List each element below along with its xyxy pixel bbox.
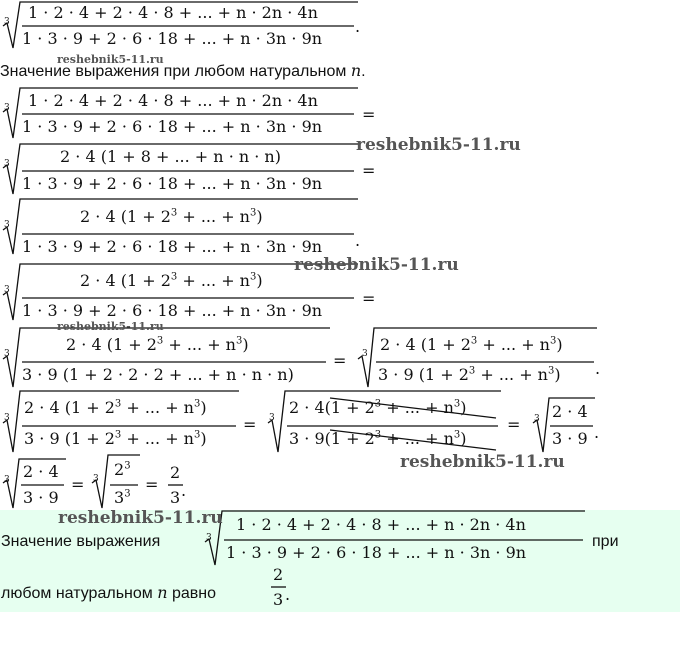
step6-a-den-a: 3 · 9 (1 + 2 — [24, 429, 115, 448]
step6-a-numerator — [24, 399, 207, 417]
answer-line2-mid: равно — [171, 585, 217, 602]
step7-a-denominator: 3 · 9 — [23, 488, 59, 507]
problem-denominator: 1 · 3 · 9 + 2 · 6 · 18 + ... + n · 3n · 9n — [22, 29, 323, 48]
answer-var: n — [157, 583, 168, 602]
step6-exp: 3 — [114, 429, 122, 441]
step5-right-num-a: 2 · 4 (1 + 2 — [380, 335, 471, 354]
answer-end: . — [285, 585, 291, 604]
step5-left-numerator — [66, 336, 249, 354]
step3-numerator — [80, 208, 263, 226]
watermark: reshebnik5-11.ru — [58, 508, 223, 528]
step4-num-part-a: 2 · 4 (1 + 2 — [80, 271, 171, 290]
step6-a-den-b: + ... + n — [121, 429, 194, 448]
step7-equals-2: = — [145, 475, 159, 494]
step7-exp: 3 — [124, 488, 131, 500]
step6-exp: 3 — [193, 398, 201, 410]
step6-c-denominator: 3 · 9 — [552, 429, 588, 448]
step6-b-num-b: + ... + n — [381, 398, 454, 417]
root-index: 3 — [206, 533, 212, 543]
root-index: 3 — [93, 474, 99, 484]
step2-denominator: 1 · 3 · 9 + 2 · 6 · 18 + ... + n · 3n · 9n — [22, 174, 323, 193]
answer-fraction-denominator: 3 — [273, 590, 284, 609]
root-index: 3 — [4, 349, 10, 359]
watermark: reshebnik5-11.ru — [356, 135, 521, 155]
step4-equals: = — [362, 289, 376, 308]
step6-a-denominator — [24, 430, 207, 448]
step7-exp: 3 — [124, 460, 131, 472]
step1-numerator: 1 · 2 · 4 + 2 · 4 · 8 + ... + n · 2n · 4n — [28, 91, 318, 110]
step5-right-numerator — [380, 336, 563, 354]
step6-a-num-c: ) — [200, 398, 207, 417]
step5-exp: 3 — [549, 335, 557, 347]
root-index: 3 — [4, 159, 10, 169]
step6-end: . — [594, 423, 600, 442]
answer-line-2 — [1, 584, 216, 603]
step6-b-num-a: 2 · 4(1 + 2 — [289, 398, 375, 417]
step5-right-den-a: 3 · 9 (1 + 2 — [378, 365, 469, 384]
root-index: 3 — [362, 349, 368, 359]
root-index: 3 — [269, 413, 275, 423]
step6-b-den-c: ) — [460, 429, 467, 448]
step7-b-den: 3 — [114, 488, 125, 507]
step6-a-num-b: + ... + n — [121, 398, 194, 417]
root-index: 3 — [4, 220, 10, 230]
step7-b-num: 2 — [114, 460, 125, 479]
root-index: 3 — [534, 414, 540, 424]
answer-expr-numerator: 1 · 2 · 4 + 2 · 4 · 8 + ... + n · 2n · 4n — [236, 515, 526, 534]
step1-denominator: 1 · 3 · 9 + 2 · 6 · 18 + ... + n · 3n · 9n — [22, 117, 323, 136]
step5-right-den-c: ) — [554, 365, 561, 384]
step7-b-denominator — [114, 489, 131, 507]
root-index: 3 — [4, 285, 10, 295]
step6-exp: 3 — [114, 398, 122, 410]
step6-b-den-a: 3 · 9(1 + 2 — [289, 429, 375, 448]
step1-equals: = — [362, 105, 376, 124]
step5-left-num-c: ) — [242, 335, 249, 354]
watermark: reshebnik5-11.ru — [294, 255, 459, 275]
answer-text-before: Значение выражения — [1, 533, 161, 550]
step7-end: . — [181, 481, 187, 500]
step4-denominator: 1 · 3 · 9 + 2 · 6 · 18 + ... + n · 3n · 9n — [22, 301, 323, 320]
step5-exp: 3 — [547, 365, 555, 377]
task-text: Значение выражения при любом натуральном — [0, 63, 347, 80]
answer-text-after: при — [592, 533, 619, 550]
root-index: 3 — [4, 413, 10, 423]
step3-num-part-b: + ... + n — [177, 207, 250, 226]
step6-b-denominator — [289, 430, 467, 448]
step6-equals-1: = — [243, 415, 257, 434]
step4-exp-1: 3 — [170, 271, 178, 283]
root-index: 3 — [4, 103, 10, 113]
step5-exp: 3 — [235, 335, 243, 347]
step6-b-num-c: ) — [460, 398, 467, 417]
watermark: reshebnik5-11.ru — [57, 320, 164, 333]
step5-left-num-b: + ... + n — [163, 335, 236, 354]
step6-c-numerator: 2 · 4 — [552, 402, 588, 421]
watermark: reshebnik5-11.ru — [400, 452, 565, 472]
step5-exp: 3 — [156, 335, 164, 347]
step6-a-num-a: 2 · 4 (1 + 2 — [24, 398, 115, 417]
answer-line2-before: любом натуральном — [1, 585, 153, 602]
root-index: 3 — [4, 17, 10, 27]
step4-numerator — [80, 272, 263, 290]
problem-end: . — [355, 17, 361, 36]
step5-equals: = — [333, 351, 347, 370]
step7-c-numerator: 2 — [170, 463, 181, 482]
task-line — [0, 62, 366, 81]
step5-exp: 3 — [468, 365, 476, 377]
answer-expr-denominator: 1 · 3 · 9 + 2 · 6 · 18 + ... + n · 3n · 9n — [226, 543, 527, 562]
step2-numerator: 2 · 4 (1 + 8 + ... + n · n · n) — [60, 147, 281, 166]
step4-exp-2: 3 — [249, 271, 257, 283]
step5-right-den-b: + ... + n — [475, 365, 548, 384]
step5-right-num-c: ) — [556, 335, 563, 354]
step4-num-part-b: + ... + n — [177, 271, 250, 290]
step5-exp: 3 — [470, 335, 478, 347]
step7-equals-1: = — [71, 475, 85, 494]
answer-fraction-numerator: 2 — [273, 565, 284, 584]
task-end: . — [361, 63, 366, 80]
step7-c-denominator: 3 — [170, 488, 181, 507]
step5-right-denominator — [378, 366, 561, 384]
step6-exp: 3 — [374, 429, 382, 441]
step5-left-denominator: 3 · 9 (1 + 2 · 2 · 2 + ... + n · n · n) — [22, 365, 294, 384]
step7-a-numerator: 2 · 4 — [23, 462, 59, 481]
step3-num-part-a: 2 · 4 (1 + 2 — [80, 207, 171, 226]
problem-numerator: 1 · 2 · 4 + 2 · 4 · 8 + ... + n · 2n · 4n — [28, 3, 318, 22]
step5-left-num-a: 2 · 4 (1 + 2 — [66, 335, 157, 354]
step6-exp: 3 — [453, 429, 461, 441]
step5-right-num-b: + ... + n — [477, 335, 550, 354]
task-var: n — [350, 61, 362, 80]
step3-exp-1: 3 — [170, 207, 178, 219]
step6-b-numerator — [289, 399, 467, 417]
step7-b-numerator — [114, 461, 131, 479]
step4-num-part-c: ) — [256, 271, 263, 290]
step6-exp: 3 — [453, 398, 461, 410]
root-index: 3 — [4, 475, 10, 485]
step3-end: . — [355, 231, 361, 250]
step6-exp: 3 — [374, 398, 382, 410]
step3-denominator: 1 · 3 · 9 + 2 · 6 · 18 + ... + n · 3n · 9n — [22, 237, 323, 256]
step5-end: . — [595, 359, 601, 378]
step6-a-den-c: ) — [200, 429, 207, 448]
step6-equals-2: = — [507, 415, 521, 434]
step2-equals: = — [362, 161, 376, 180]
step6-exp: 3 — [193, 429, 201, 441]
step6-b-den-b: + ... + n — [381, 429, 454, 448]
watermark: reshebnik5-11.ru — [57, 53, 164, 66]
step3-num-part-c: ) — [256, 207, 263, 226]
step3-exp-2: 3 — [249, 207, 257, 219]
